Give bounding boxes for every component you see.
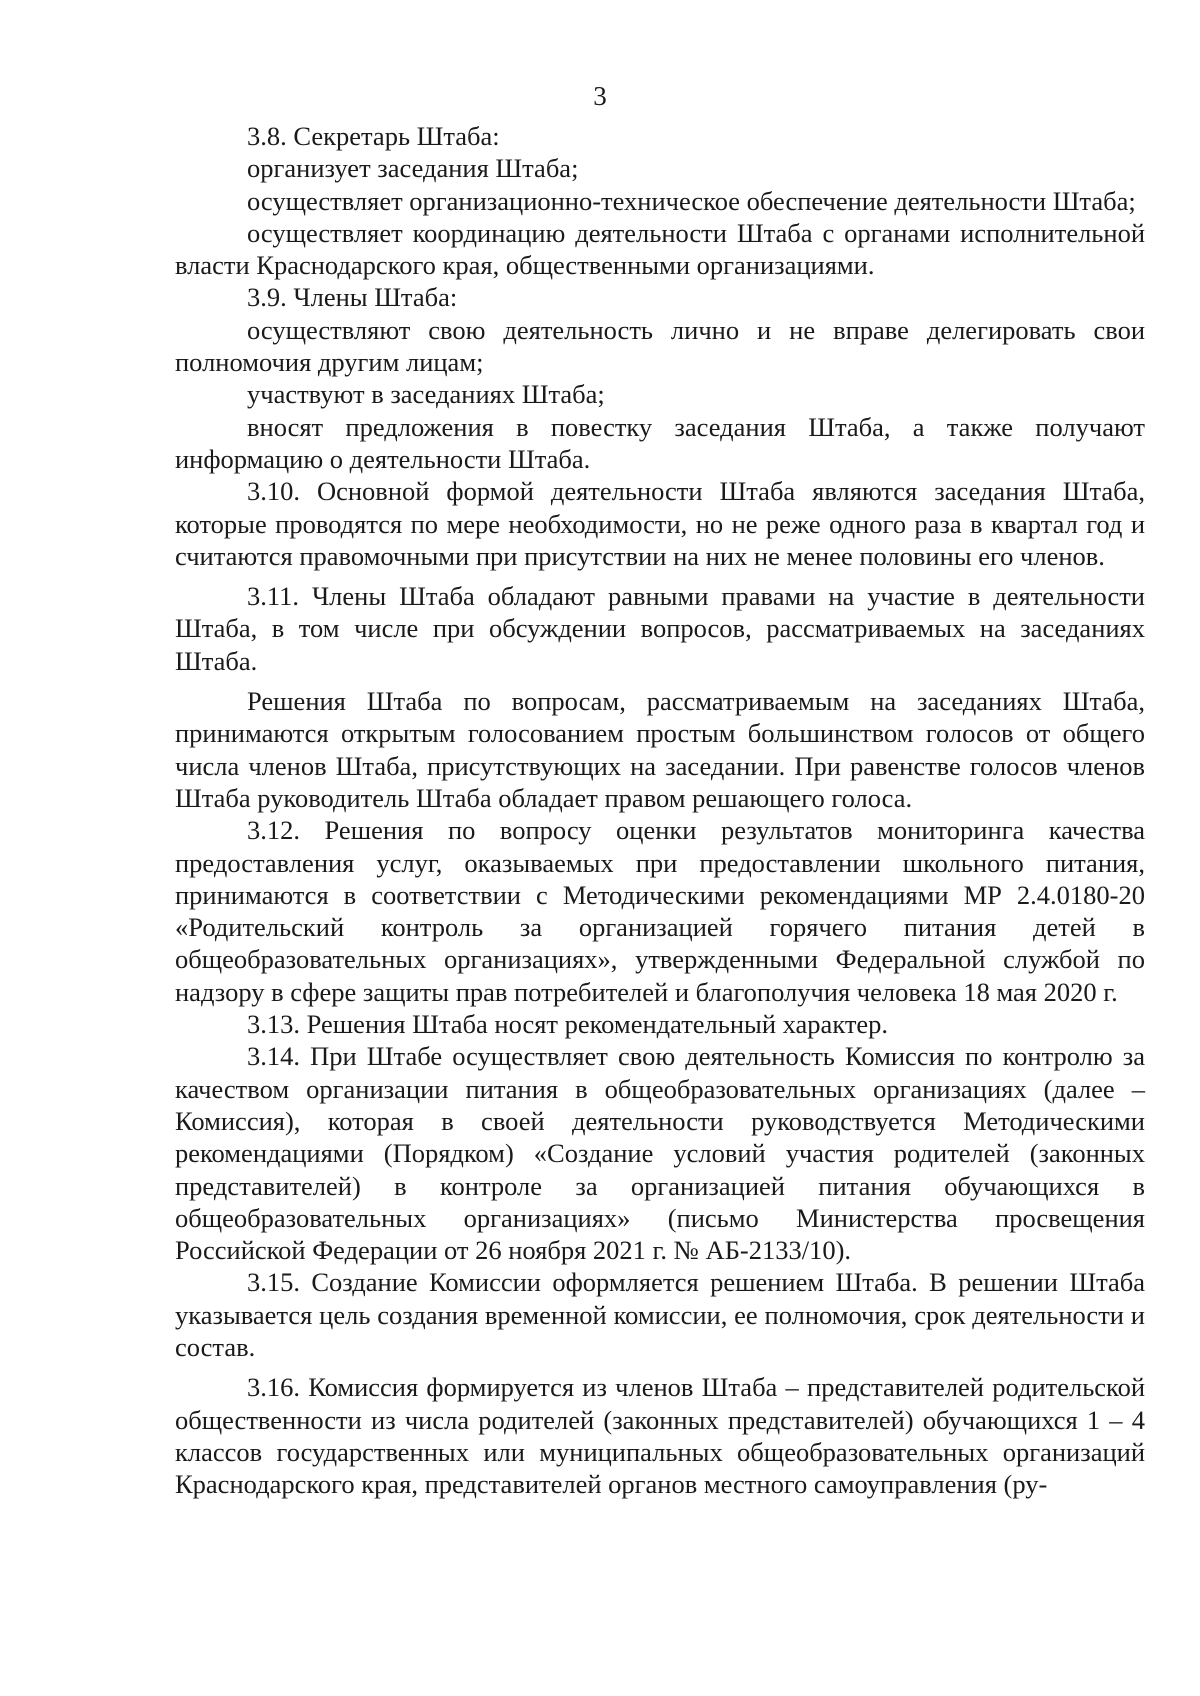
paragraph-3-9: 3.9. Члены Штаба: <box>247 282 458 313</box>
paragraph-decisions: Решения Штаба по вопросам, рассматриваемым на заседаниях Штаба, принимаются открытым голосованием простым большинством голосов от общего числа членов Штаба, присутствующих на заседании. При равенстве голосов членов Штаба руководитель Штаба обладает правом решающего голоса. <box>175 686 1145 813</box>
page-number: 3 <box>593 81 607 111</box>
paragraph-secretary-duty-3: осуществляет координацию деятельности Штаба с органами исполнительной власти Краснодарского края, общественными организациями. <box>175 217 1145 281</box>
paragraph-3-15: 3.15. Создание Комиссии оформляется решением Штаба. В решении Штаба указывается цель создания временной комиссии, ее полномочия, срок деятельности и состав. <box>175 1267 1145 1362</box>
paragraph-3-8: 3.8. Секретарь Штаба: <box>247 121 500 151</box>
paragraph-3-13: 3.13. Решения Штаба носят рекомендательный характер. <box>247 1009 889 1040</box>
paragraph-3-16: 3.16. Комиссия формируется из членов Штаба – представителей родительской общественности из числа родителей (законных представителей) обучающихся 1 – 4 классов государственных или муниципальных общеобразовательных организаций Краснодарского края, представителей органов местного самоуправления (ру- <box>175 1372 1145 1500</box>
paragraph-secretary-duty-2: осуществляет организационно-техническое обеспечение деятельности Штаба; <box>247 185 1136 216</box>
document-body <box>175 120 1145 1500</box>
paragraph-3-10: 3.10. Основной формой деятельности Штаба являются заседания Штаба, которые проводятся по мере необходимости, но не реже одного раза в квартал год и считаются правомочными при присутствии на них не менее половины его членов. <box>175 476 1145 571</box>
paragraph-3-12: 3.12. Решения по вопросу оценки результатов мониторинга качества предоставления услуг, оказываемых при предоставлении школьного питания, принимаются в соответствии с Методическими рекомендациями МР 2.4.0180-20 «Родительский контроль за организацией горячего питания детей в общеобразовательных организациях», утвержденными Федеральной службой по надзору в сфере защиты прав потребителей и благополучия человека 18 мая 2020 г. <box>175 815 1145 1007</box>
paragraph-members-duty-1: осуществляют свою деятельность лично и не вправе делегировать свои полномочия другим лицам; <box>175 314 1145 378</box>
paragraph-secretary-duty-1: организует заседания Штаба; <box>247 153 579 184</box>
paragraph-members-duty-3: вносят предложения в повестку заседания Штаба, а также получают информацию о деятельности Штаба. <box>175 411 1145 474</box>
paragraph-3-14: 3.14. При Штабе осуществляет свою деятельность Комиссия по контролю за качеством организации питания в общеобразовательных организациях (далее – Комиссия), которая в своей деятельности руководствуется Методическими рекомендациями (Порядком) «Создание условий участия родителей (законных представителей) в контроле за организацией питания обучающихся в общеобразовательных организациях» (письмо Министерства просвещения Российской Федерации от 26 ноября 2021 г. № АБ-2133/10). <box>175 1041 1145 1266</box>
paragraph-members-duty-2: участвуют в заседаниях Штаба; <box>247 379 605 410</box>
paragraph-3-11: 3.11. Члены Штаба обладают равными правами на участие в деятельности Штаба, в том числе при обсуждении вопросов, рассматриваемых на заседаниях Штаба. <box>175 581 1145 676</box>
